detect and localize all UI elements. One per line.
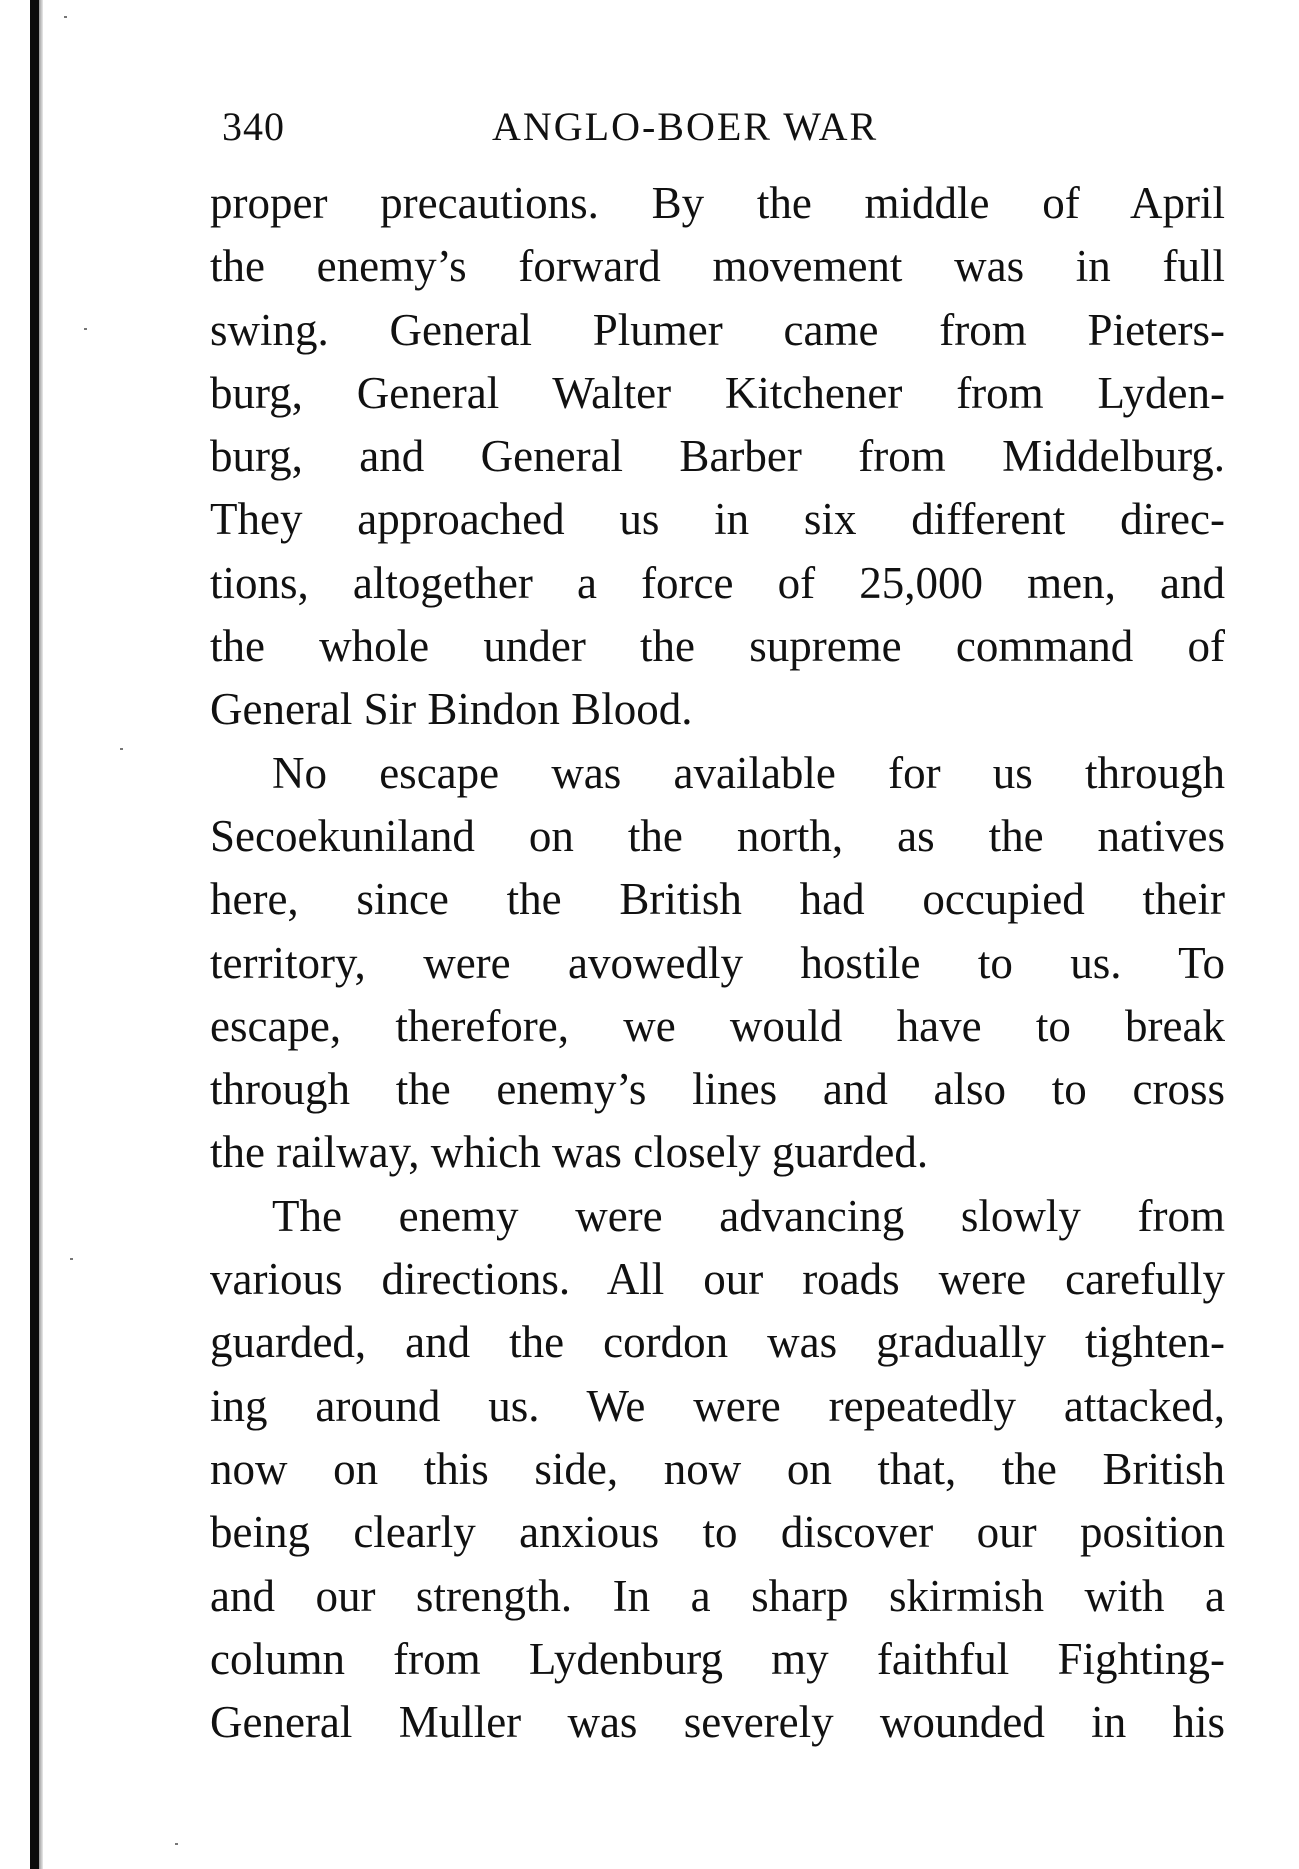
text-line: escape, therefore, we would have to break: [210, 1000, 1225, 1051]
running-title: ANGLO-BOER WAR: [492, 104, 879, 149]
text-line: The enemy were advancing slowly from: [272, 1190, 1225, 1241]
text-line: column from Lydenburg my faithful Fighting-: [210, 1633, 1225, 1684]
body-text: [210, 172, 1225, 1754]
text-line: the railway, which was closely guarded.: [210, 1127, 929, 1178]
text-line: the whole under the supreme command of: [210, 621, 1225, 672]
page-number: 340: [222, 104, 285, 149]
text-line: now on this side, now on that, the British: [210, 1443, 1225, 1494]
text-line: burg, and General Barber from Middelburg.: [210, 431, 1225, 482]
scan-speck: [64, 16, 67, 18]
text-line: They approached us in six different direc-: [210, 494, 1225, 545]
text-line: the enemy’s forward movement was in full: [210, 241, 1225, 292]
page-binding-edge: [30, 0, 39, 1869]
text-line: General Muller was severely wounded in his: [210, 1697, 1225, 1748]
text-line: General Sir Bindon Blood.: [210, 684, 693, 735]
text-line: burg, General Walter Kitchener from Lyden-: [210, 367, 1225, 418]
running-head: [222, 102, 1222, 152]
text-line: territory, were avowedly hostile to us. To: [210, 937, 1225, 988]
text-line: tions, altogether a force of 25,000 men, and: [210, 557, 1225, 608]
scan-speck: [175, 1843, 178, 1845]
scan-speck: [70, 1258, 73, 1260]
text-line: through the enemy’s lines and also to cross: [210, 1064, 1225, 1115]
text-line: various directions. All our roads were carefully: [210, 1254, 1225, 1305]
scan-speck: [84, 328, 87, 330]
text-line: ing around us. We were repeatedly attacked,: [210, 1380, 1225, 1431]
text-line: No escape was available for us through: [272, 747, 1225, 798]
text-line: proper precautions. By the middle of April: [210, 178, 1225, 228]
text-line: and our strength. In a sharp skirmish with a: [210, 1570, 1225, 1621]
text-line: swing. General Plumer came from Pieters-: [210, 304, 1225, 355]
scan-speck: [120, 748, 123, 750]
text-line: being clearly anxious to discover our position: [210, 1507, 1225, 1558]
text-line: guarded, and the cordon was gradually tighten-: [210, 1317, 1225, 1368]
text-line: here, since the British had occupied their: [210, 874, 1225, 925]
page-binding-shadow: [39, 0, 43, 1869]
text-line: Secoekuniland on the north, as the natives: [210, 810, 1225, 861]
